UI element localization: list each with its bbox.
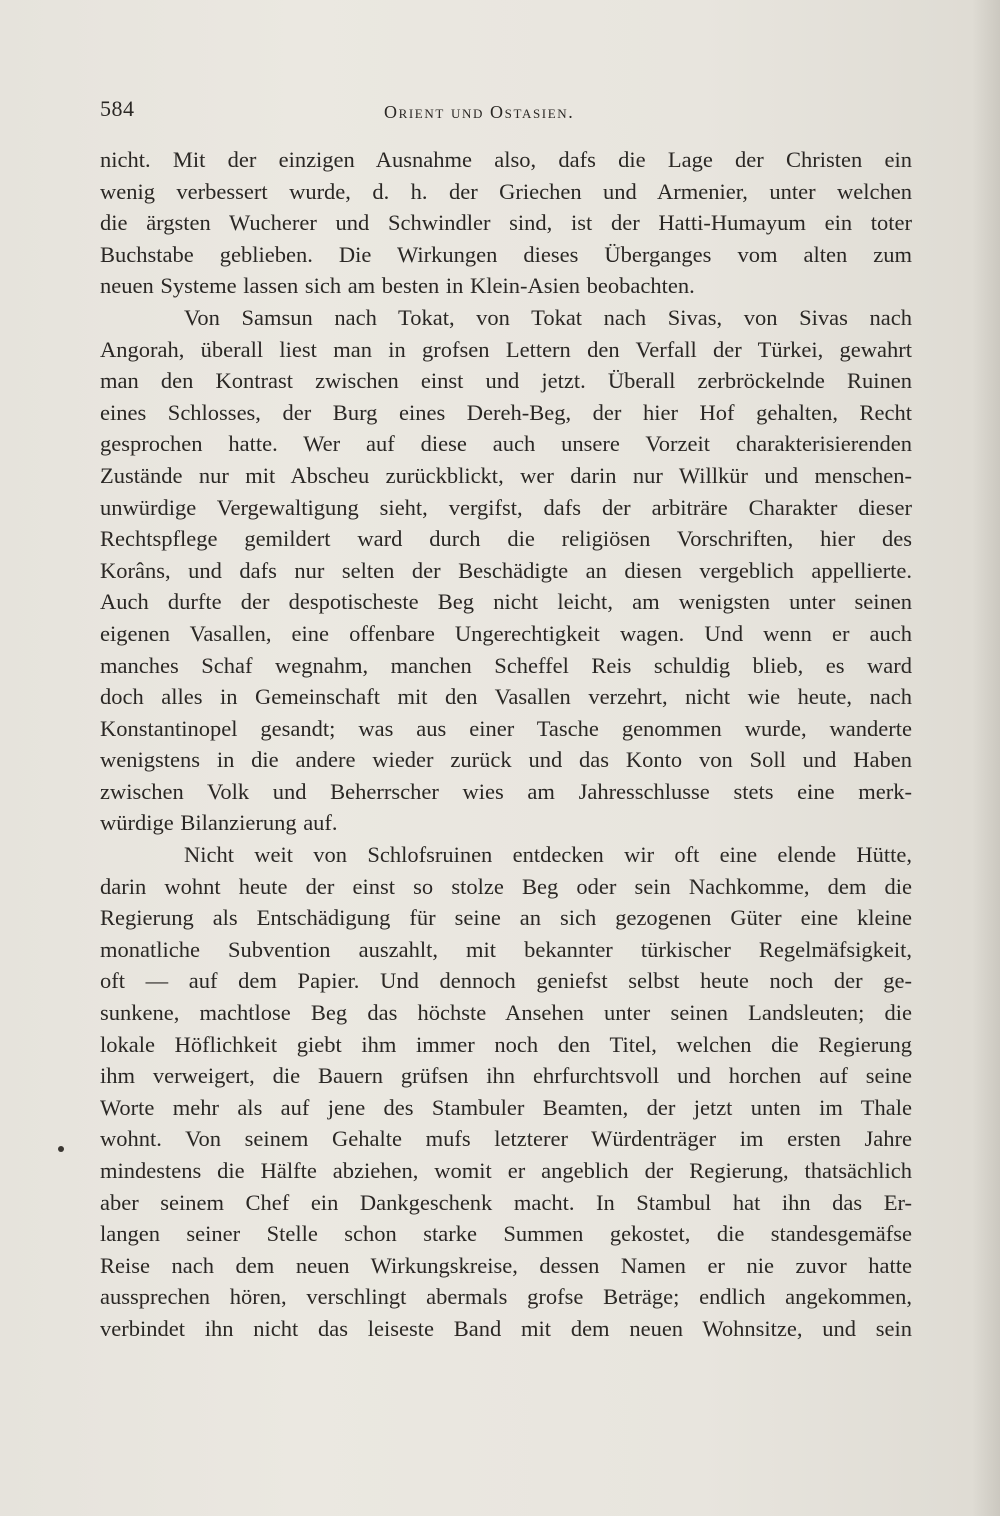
text-line: Nicht weit von Schlofsruinen entdecken wir oft eine elende Hütte,	[184, 842, 912, 868]
text-line: Reise nach dem neuen Wirkungskreise, dessen Namen er nie zuvor hatte	[100, 1252, 912, 1278]
text-line: doch alles in Gemeinschaft mit den Vasallen verzehrt, nicht wie heute, nach	[100, 684, 912, 710]
text-line: man den Kontrast zwischen einst und jetzt. Überall zerbröckelnde Ruinen	[100, 368, 912, 394]
text-line: Korâns, und dafs nur selten der Beschädigte an diesen vergeblich appellierte.	[100, 557, 912, 583]
margin-mark	[58, 1146, 64, 1152]
text-line: Konstantinopel gesandt; was aus einer Tasche genommen wurde, wanderte	[100, 715, 912, 741]
text-line: Von Samsun nach Tokat, von Tokat nach Sivas, von Sivas nach	[184, 304, 912, 330]
text-line: gesprochen hatte. Wer auf diese auch unsere Vorzeit charakterisierenden	[100, 431, 912, 457]
text-line: oft — auf dem Papier. Und dennoch geniefst selbst heute noch der ge-	[100, 968, 912, 994]
text-line: unwürdige Vergewaltigung sieht, vergifst, dafs der arbiträre Charakter dieser	[100, 494, 912, 520]
text-line: eines Schlosses, der Burg eines Dereh-Beg, der hier Hof gehalten, Recht	[100, 399, 912, 425]
text-line: wenigstens in die andere wieder zurück und das Konto von Soll und Haben	[100, 747, 912, 773]
text-line: Angorah, überall liest man in grofsen Lettern den Verfall der Türkei, gewahrt	[100, 336, 912, 362]
text-line: Regierung als Entschädigung für seine an sich gezogenen Güter eine kleine	[100, 905, 912, 931]
body-text	[100, 144, 912, 1345]
text-line: nicht. Mit der einzigen Ausnahme also, dafs die Lage der Christen ein	[100, 147, 912, 172]
running-title: Orient und Ostasien.	[384, 102, 575, 122]
text-line: langen seiner Stelle schon starke Summen gekostet, die standesgemäfse	[100, 1221, 912, 1247]
text-line: verbindet ihn nicht das leiseste Band mit dem neuen Wohnsitze, und sein	[100, 1315, 912, 1341]
text-line: würdige Bilanzierung auf.	[100, 810, 338, 836]
text-line: sunkene, machtlose Beg das höchste Ansehen unter seinen Landsleuten; die	[100, 1000, 912, 1026]
text-line: mindestens die Hälfte abziehen, womit er angeblich der Regierung, thatsächlich	[100, 1158, 912, 1183]
text-line: Auch durfte der despotischeste Beg nicht leicht, am wenigsten unter seinen	[100, 589, 912, 615]
text-line: monatliche Subvention auszahlt, mit bekannter türkischer Regelmäfsigkeit,	[100, 936, 912, 962]
running-head	[100, 96, 920, 126]
text-line: Rechtspflege gemildert ward durch die religiösen Vorschriften, hier des	[100, 526, 912, 552]
text-line: Worte mehr als auf jene des Stambuler Beamten, der jetzt unten im Thale	[100, 1094, 912, 1120]
text-line: manches Schaf wegnahm, manchen Scheffel Reis schuldig blieb, es ward	[100, 652, 912, 678]
page-edge-shadow	[972, 0, 1000, 1516]
text-line: darin wohnt heute der einst so stolze Beg oder sein Nachkomme, dem die	[100, 873, 912, 899]
text-line: zwischen Volk und Beherrscher wies am Jahresschlusse stets eine merk-	[100, 778, 912, 804]
text-line: Zustände nur mit Abscheu zurückblickt, wer darin nur Willkür und menschen-	[100, 462, 912, 488]
text-line: neuen Systeme lassen sich am besten in Klein-Asien beobachten.	[100, 273, 695, 299]
page-number: 584	[100, 96, 135, 121]
text-line: lokale Höflichkeit giebt ihm immer noch den Titel, welchen die Regierung	[100, 1031, 912, 1057]
text-line: aber seinem Chef ein Dankgeschenk macht. In Stambul hat ihn das Er-	[100, 1189, 912, 1215]
text-line: wohnt. Von seinem Gehalte mufs letzterer Würdenträger im ersten Jahre	[100, 1126, 912, 1152]
text-line: aussprechen hören, verschlingt abermals grofse Beträge; endlich angekommen,	[100, 1284, 912, 1310]
text-line: ihm verweigert, die Bauern grüfsen ihn ehrfurchtsvoll und horchen auf seine	[100, 1063, 912, 1089]
text-line: wenig verbessert wurde, d. h. der Griechen und Armenier, unter welchen	[100, 178, 912, 204]
text-line: Buchstabe geblieben. Die Wirkungen dieses Überganges vom alten zum	[100, 241, 912, 267]
text-line: eigenen Vasallen, eine offenbare Ungerechtigkeit wagen. Und wenn er auch	[100, 620, 912, 646]
text-line: die ärgsten Wucherer und Schwindler sind, ist der Hatti-Humayum ein toter	[100, 210, 912, 236]
